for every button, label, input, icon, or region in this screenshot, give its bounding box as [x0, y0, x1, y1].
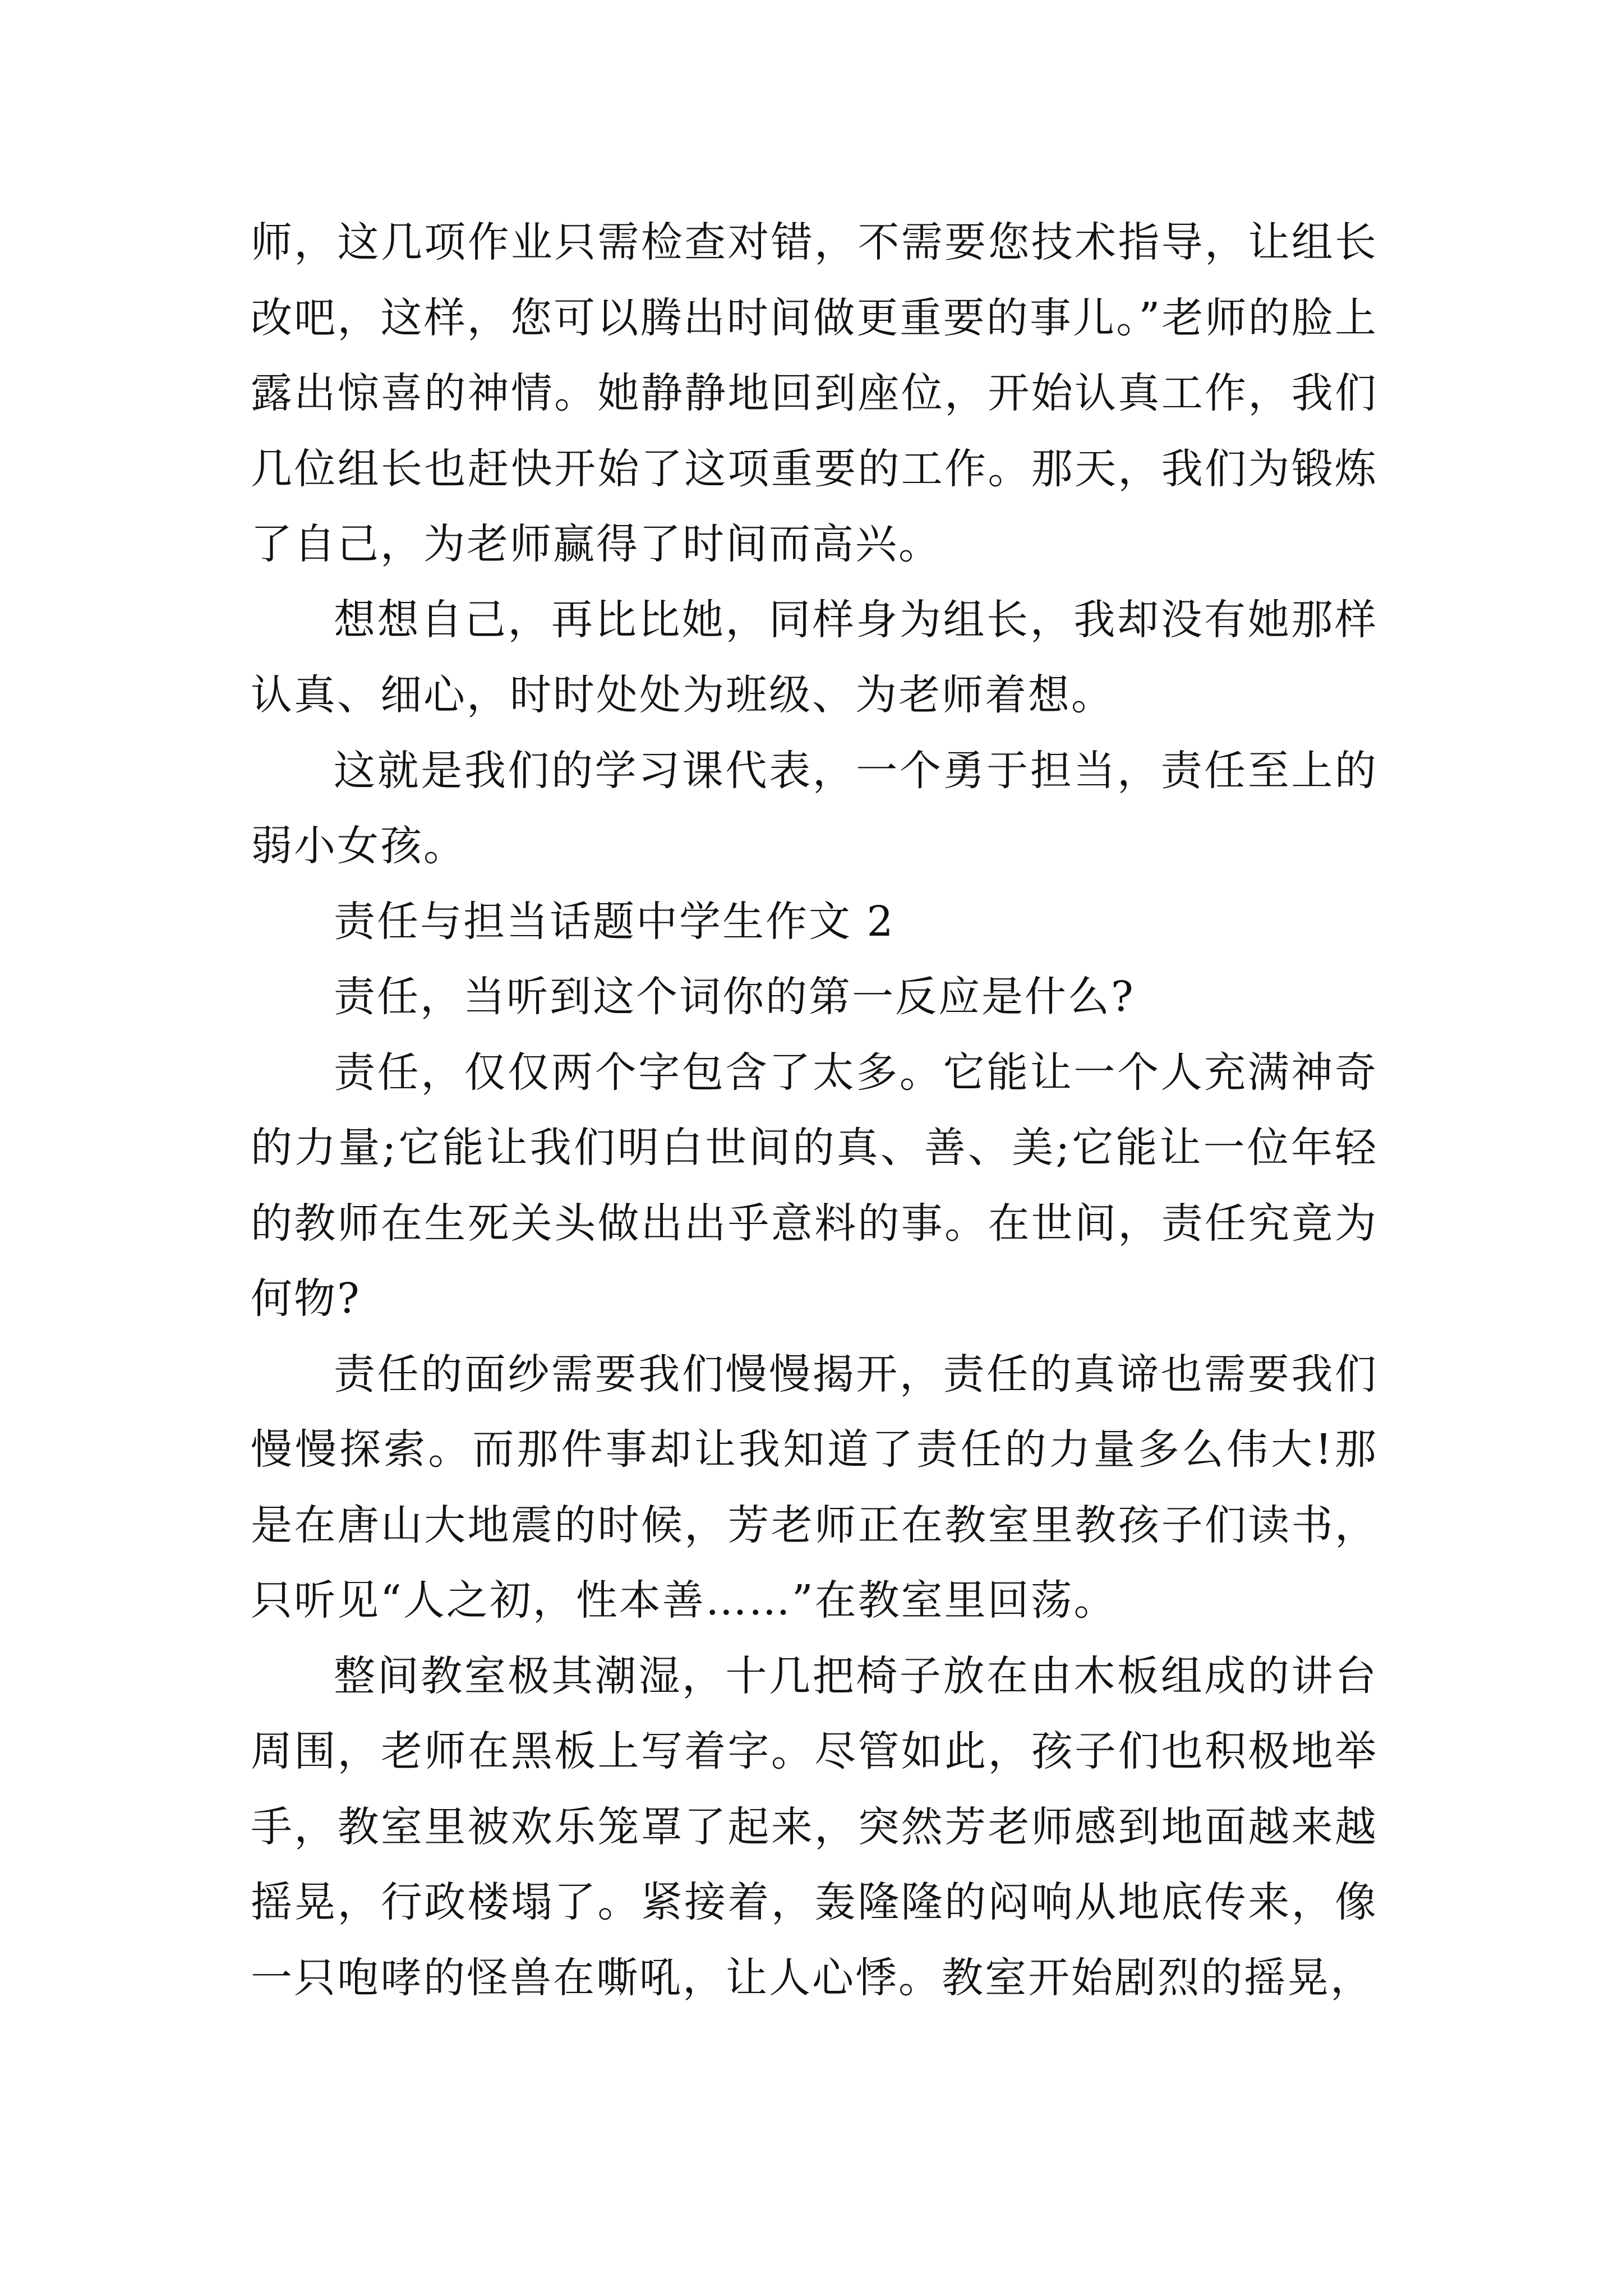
- essay-title: 责任与担当话题中学生作文 2: [334, 897, 895, 946]
- paragraph-continuation: 师，这几项作业只需检查对错，不需要您技术指导，让组长改吧，这样，您可以腾出时间做更重要的事儿。”老师的脸上露出惊喜的神情。她静静地回到座位，开始认真工作，我们几位组长也赶快开始了这项重要的工作。那天，我们为锻炼了自己，为老师赢得了时间而高兴。: [251, 218, 1378, 568]
- paragraph: 责任的面纱需要我们慢慢揭开，责任的真谛也需要我们慢慢探索。而那件事却让我知道了责任的力量多么伟大!那是在唐山大地震的时候，芳老师正在教室里教孩子们读书，只听见“人之初，性本善……”在教室里回荡。: [251, 1350, 1378, 1625]
- paragraph: 责任，当听到这个词你的第一反应是什么?: [334, 973, 1135, 1021]
- paragraph: 责任，仅仅两个字包含了太多。它能让一个人充满神奇的力量;它能让我们明白世间的真、善、美;它能让一位年轻的教师在生死关头做出出乎意料的事。在世间，责任究竟为何物?: [251, 1048, 1378, 1323]
- paragraph: 这就是我们的学习课代表，一个勇于担当，责任至上的弱小女孩。: [251, 746, 1378, 870]
- paragraph: 整间教室极其潮湿，十几把椅子放在由木板组成的讲台周围，老师在黑板上写着字。尽管如此，孩子们也积极地举手，教室里被欢乐笼罩了起来，突然芳老师感到地面越来越摇晃，行政楼塌了。紧接着，轰隆隆的闷响从地底传来，像一只咆哮的怪兽在嘶吼，让人心悸。教室开始剧烈的摇晃，: [251, 1651, 1378, 2002]
- paragraph: 想想自己，再比比她，同样身为组长，我却没有她那样认真、细心，时时处处为班级、为老师着想。: [251, 595, 1378, 719]
- essay-body: [251, 205, 1378, 2016]
